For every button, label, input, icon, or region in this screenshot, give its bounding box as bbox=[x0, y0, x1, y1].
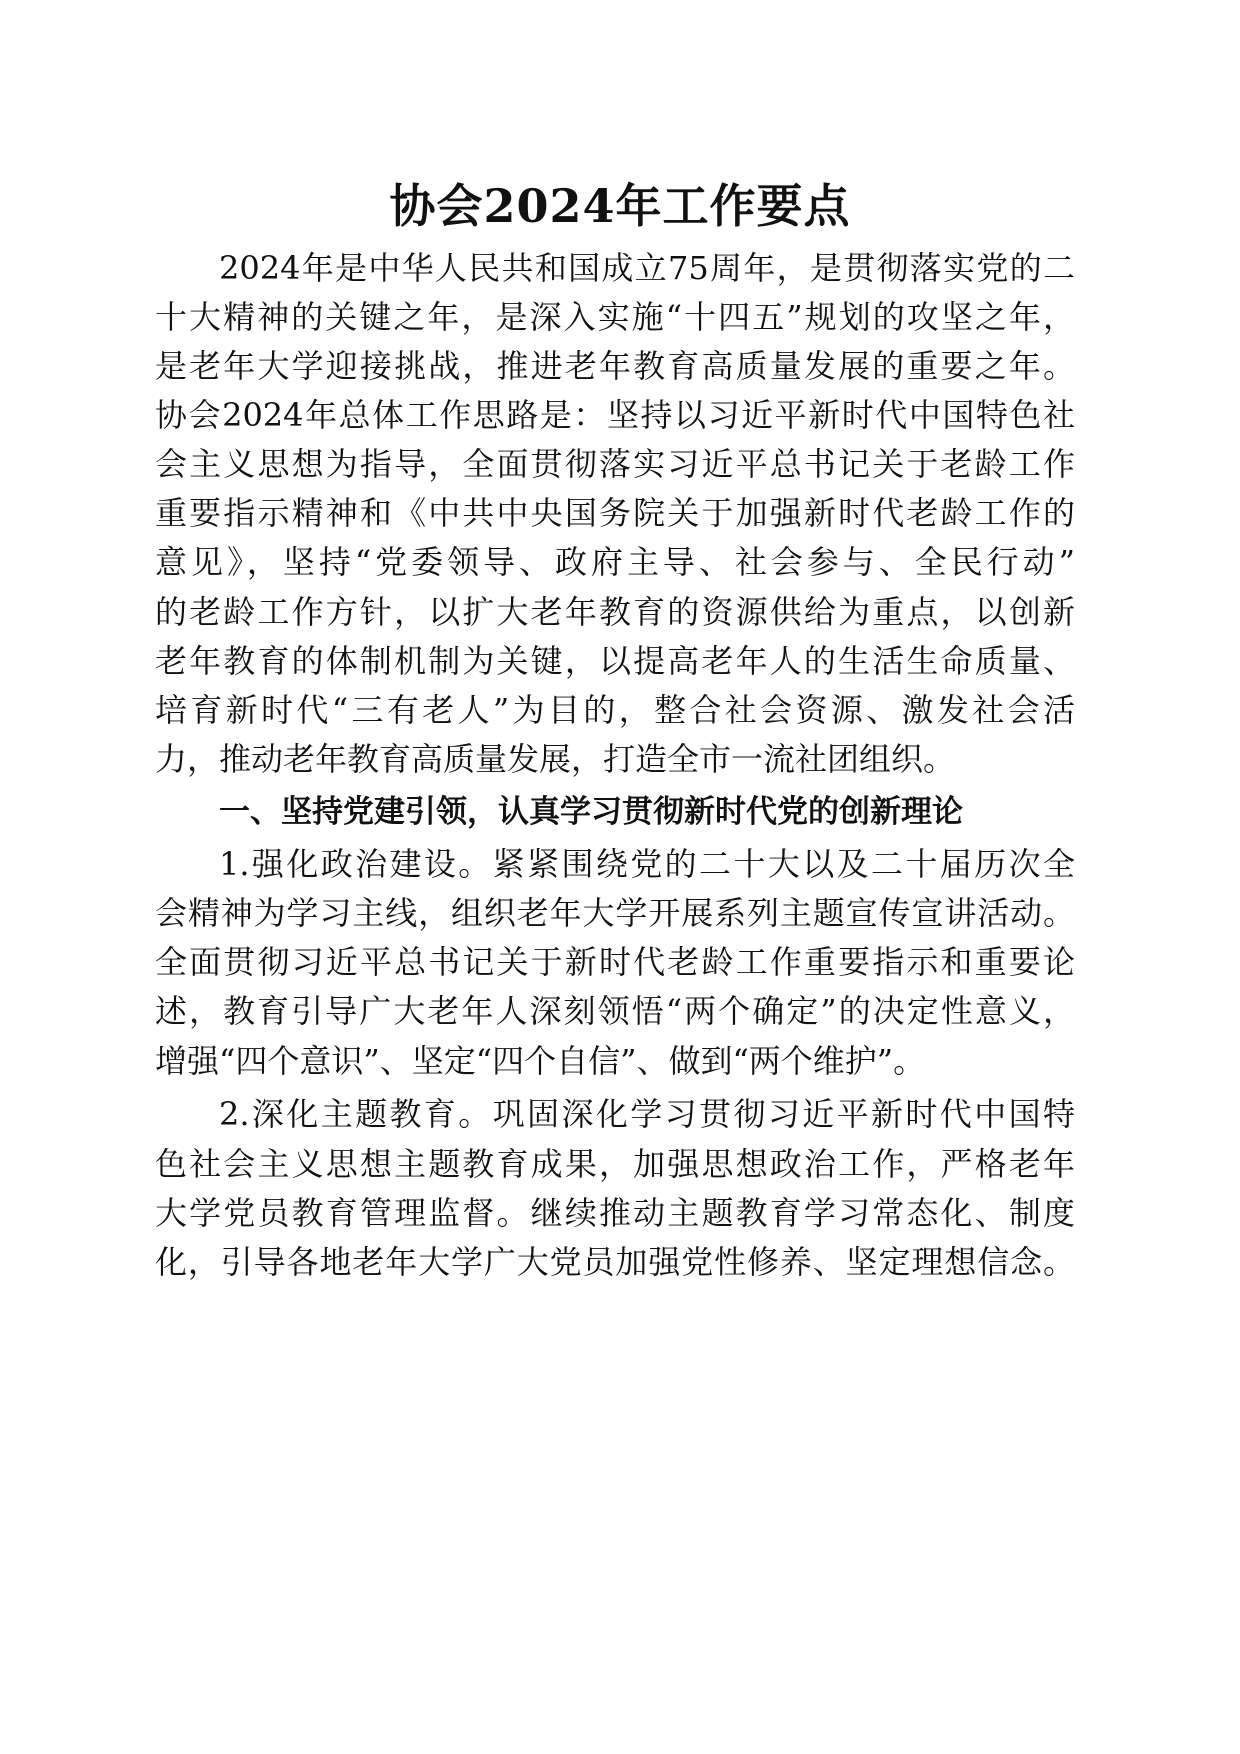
item-1-line: 述，教育引导广大老年人深刻领悟“两个确定”的决定性意义， bbox=[155, 992, 1075, 1030]
intro-paragraph-line: 意见》，坚持“党委领导、政府主导、社会参与、全民行动” bbox=[155, 543, 1075, 581]
intro-paragraph-line: 会主义思想为指导，全面贯彻落实习近平总书记关于老龄工作 bbox=[155, 445, 1075, 483]
intro-paragraph-line: 力，推动老年教育高质量发展，打造全市一流社团组织。 bbox=[155, 740, 956, 778]
intro-paragraph-line: 培育新时代“三有老人”为目的，整合社会资源、激发社会活 bbox=[155, 691, 1075, 729]
item-2-line: 色社会主义思想主题教育成果，加强思想政治工作，严格老年 bbox=[155, 1145, 1075, 1183]
intro-paragraph-line: 的老龄工作方针，以扩大老年教育的资源供给为重点，以创新 bbox=[155, 593, 1075, 631]
intro-paragraph-line: 协会2024年总体工作思路是：坚持以习近平新时代中国特色社 bbox=[155, 396, 1075, 434]
item-1-line: 增强“四个意识”、坚定“四个自信”、做到“两个维护”。 bbox=[155, 1042, 926, 1080]
intro-paragraph-line: 老年教育的体制机制为关键，以提高老年人的生活生命质量、 bbox=[155, 642, 1075, 680]
section-heading: 一、坚持党建引领，认真学习贯彻新时代党的创新理论 bbox=[219, 794, 963, 830]
intro-paragraph-line: 十大精神的关键之年，是深入实施“十四五”规划的攻坚之年， bbox=[155, 298, 1075, 336]
item-1-line: 会精神为学习主线，组织老年大学开展系列主题宣传宣讲活动。 bbox=[155, 894, 1075, 932]
item-2-line: 大学党员教育管理监督。继续推动主题教育学习常态化、制度 bbox=[155, 1194, 1075, 1232]
item-2-line: 化，引导各地老年大学广大党员加强党性修养、坚定理想信念。 bbox=[155, 1243, 1075, 1281]
intro-paragraph-line: 是老年大学迎接挑战，推进老年教育高质量发展的重要之年。 bbox=[155, 347, 1075, 385]
intro-paragraph-line: 2024年是中华人民共和国成立75周年，是贯彻落实党的二 bbox=[219, 249, 1075, 287]
document-title: 协会2024年工作要点 bbox=[389, 179, 851, 233]
intro-paragraph-line: 重要指示精神和《中共中央国务院关于加强新时代老龄工作的 bbox=[155, 494, 1075, 532]
item-1-line: 1.强化政治建设。紧紧围绕党的二十大以及二十届历次全 bbox=[219, 845, 1075, 883]
item-1-line: 全面贯彻习近平总书记关于新时代老龄工作重要指示和重要论 bbox=[155, 943, 1075, 981]
item-2-line: 2.深化主题教育。巩固深化学习贯彻习近平新时代中国特 bbox=[219, 1095, 1075, 1133]
